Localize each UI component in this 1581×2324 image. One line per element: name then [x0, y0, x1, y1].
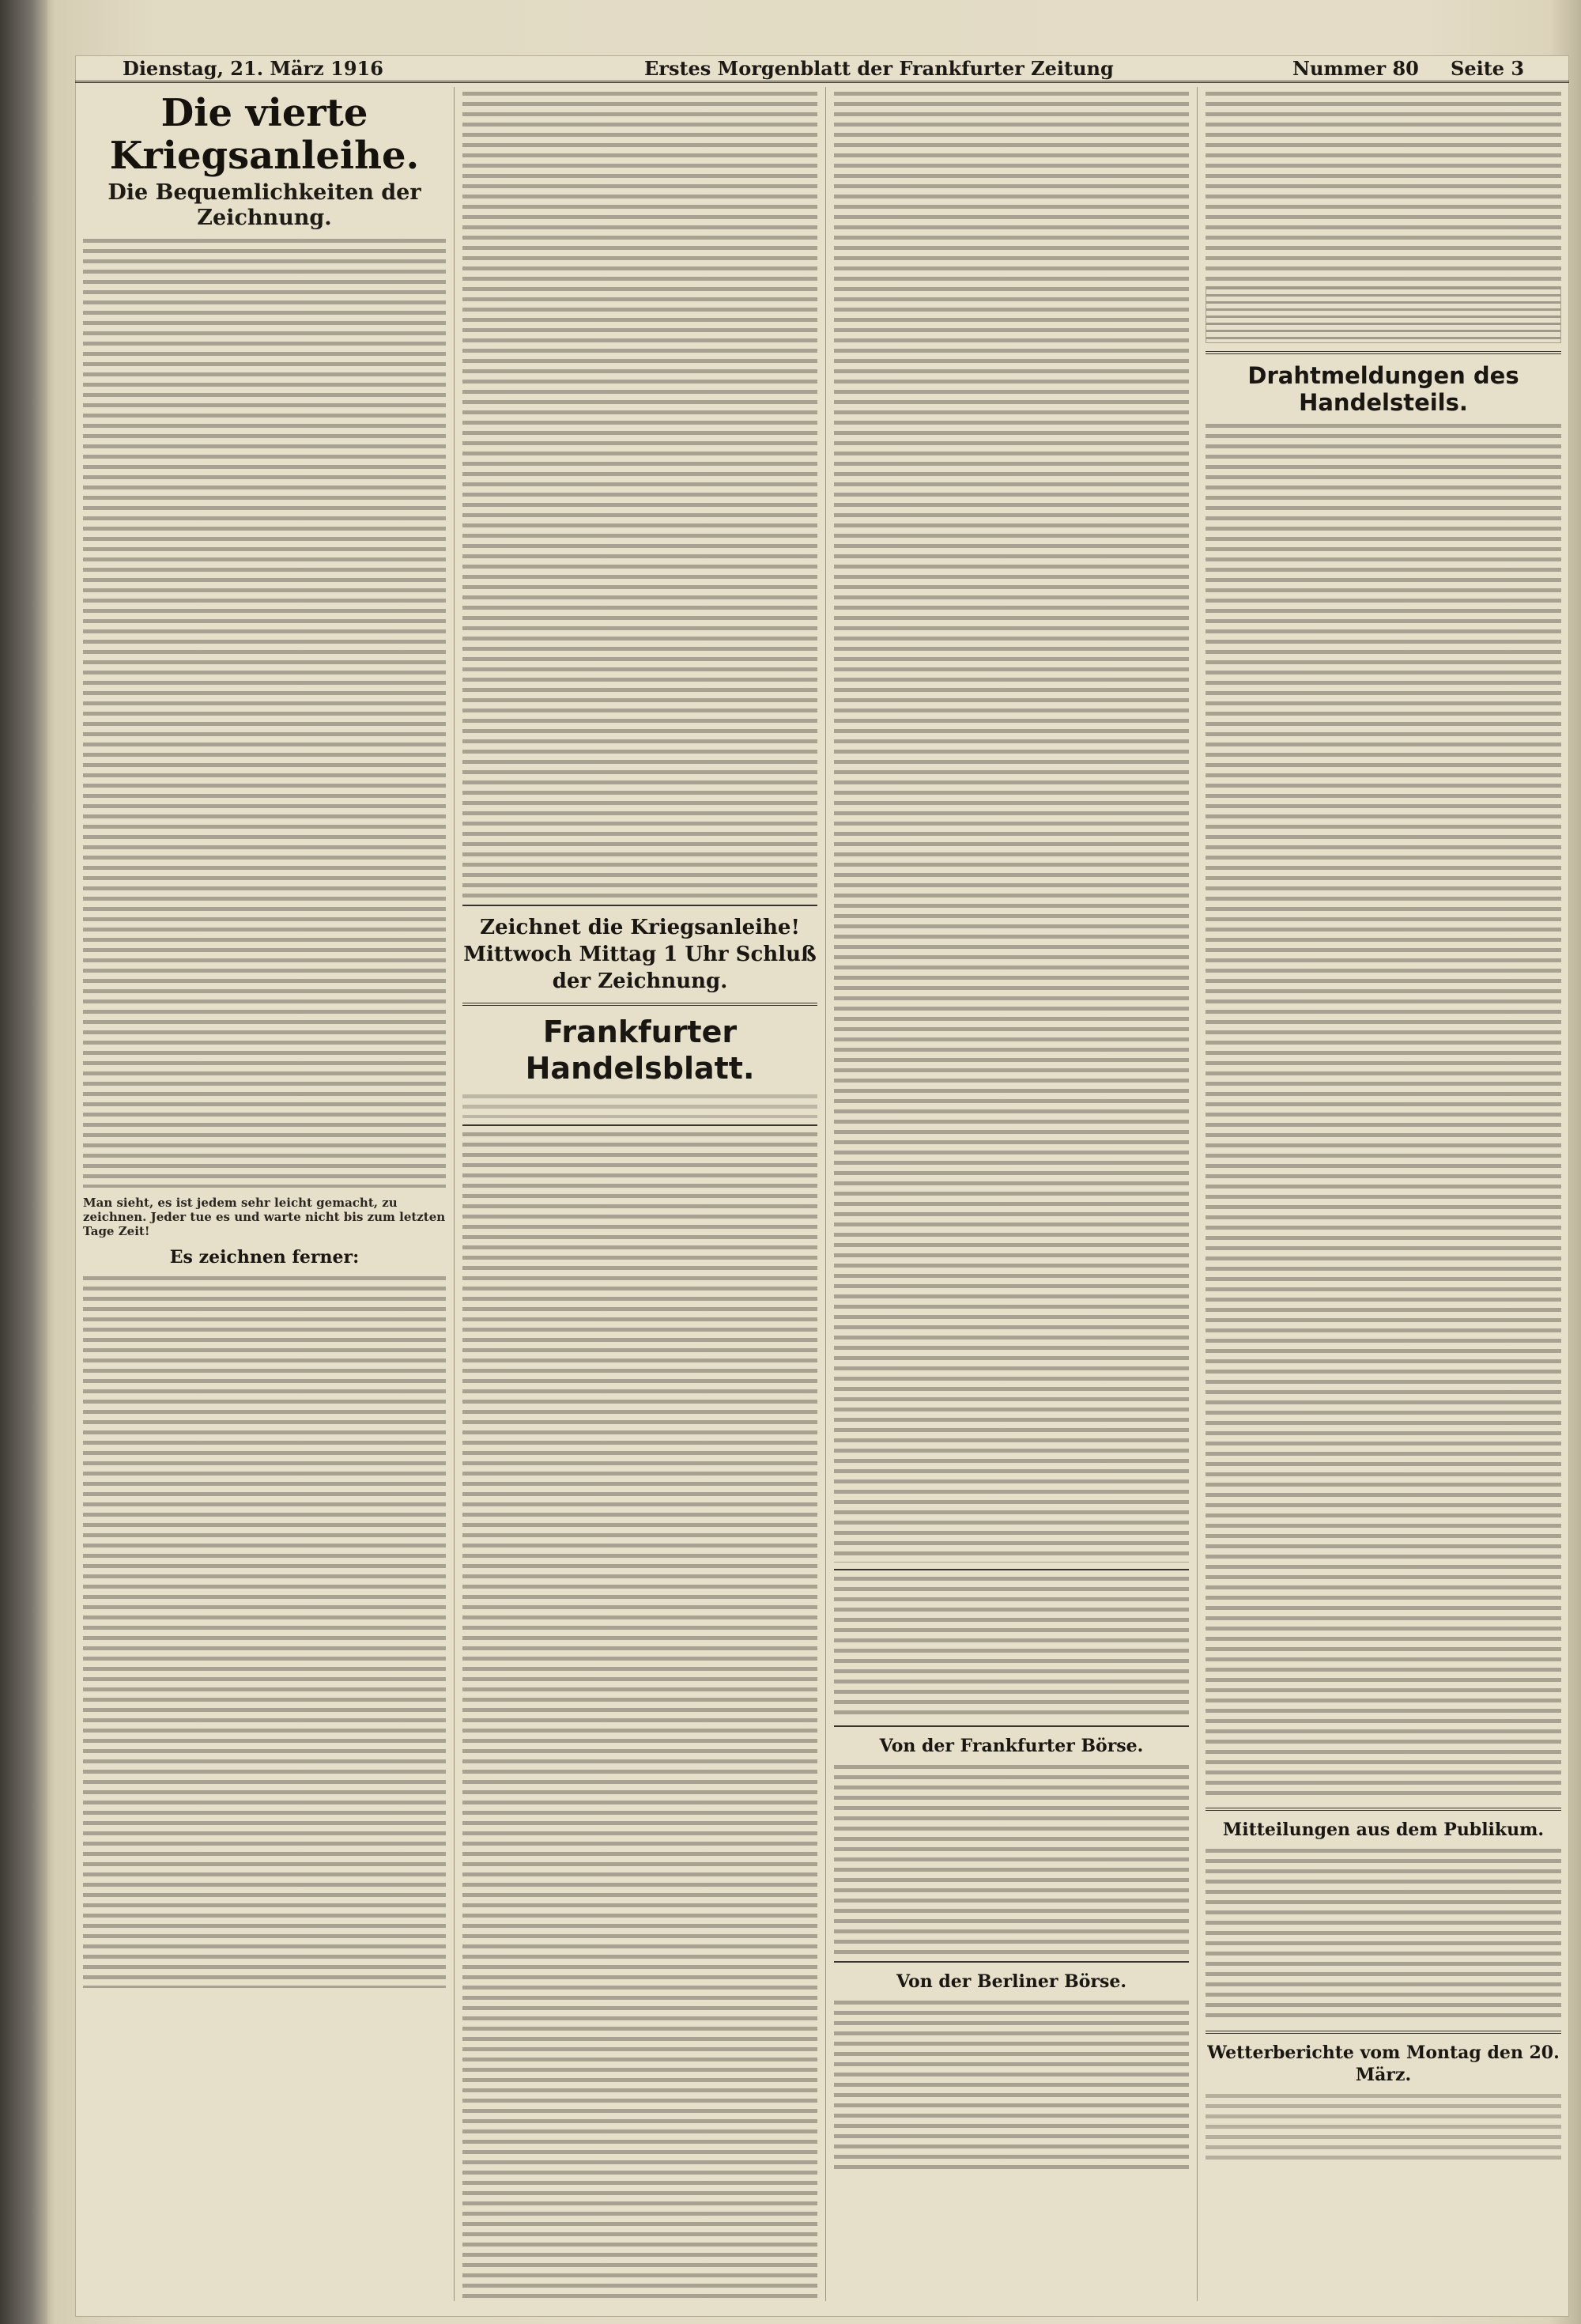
subscribers-heading: Es zeichnen ferner: [169, 1247, 360, 1268]
heading-frankfurter-boerse: Von der Frankfurter Börse. [879, 1736, 1144, 1756]
divider [834, 1725, 1189, 1727]
newspaper-page [75, 55, 1569, 2317]
mitteilungen-body [1206, 1849, 1561, 2023]
masthead [75, 55, 1569, 83]
heading-mitteilungen: Mitteilungen aus dem Publikum. [1222, 1820, 1545, 1840]
column-2 [455, 87, 826, 2301]
section-title-handelsblatt: Frankfurter Handelsblatt. [525, 1015, 755, 1086]
company-reports [834, 92, 1189, 1563]
subscribers-list-continued [462, 92, 817, 898]
divider [462, 905, 817, 906]
divider [834, 1961, 1189, 1963]
masthead-date: Dienstag, 21. März 1916 [123, 57, 383, 80]
notice-zeichnet: Zeichnet die Kriegsanleihe! Mittwoch Mittag 1 Uhr Schluß der Zeichnung. [463, 916, 817, 993]
book-binding-edge [0, 0, 47, 2324]
subscribers-list [83, 1276, 446, 1988]
section-note [462, 1094, 817, 1118]
masthead-issue-number: Nummer 80 [1292, 57, 1419, 80]
heading-wetterberichte: Wetterberichte vom Montag den 20. März. [1207, 2042, 1560, 2085]
auction-report [834, 1577, 1189, 1719]
masthead-page-number: Seite 3 [1451, 57, 1525, 80]
berliner-boerse-report [834, 2001, 1189, 2175]
exchange-rate-table [1206, 286, 1561, 343]
column-3 [826, 87, 1198, 2301]
wetterberichte-body [1206, 2094, 1561, 2165]
article-body-kriegsanleihe [83, 239, 446, 1188]
handelsblatt-articles [462, 1132, 817, 2301]
article-closing: Man sieht, es ist jedem sehr leicht gemacht, zu zeichnen. Jeder tue es und warte nicht bis zum letzten Tage Zeit! [83, 1196, 446, 1238]
frankfurter-boerse-report [834, 1765, 1189, 1955]
market-notes [1206, 92, 1561, 282]
heading-drahtmeldungen: Drahtmeldungen des Handelsteils. [1247, 362, 1519, 416]
drahtmeldungen-body [1206, 424, 1561, 1800]
column-4 [1198, 87, 1569, 2301]
subhead-bequemlichkeiten: Die Bequemlichkeiten der Zeichnung. [108, 180, 421, 230]
divider-double [1206, 2031, 1561, 2034]
masthead-paper-name: Erstes Morgenblatt der Frankfurter Zeitung [644, 57, 1114, 80]
divider-double [1206, 1808, 1561, 1811]
heading-berliner-boerse: Von der Berliner Börse. [896, 1971, 1127, 1992]
divider [462, 1124, 817, 1126]
divider [834, 1569, 1189, 1570]
column-1 [75, 87, 455, 2301]
divider-double [462, 1003, 817, 1006]
divider-double [1206, 351, 1561, 354]
headline-kriegsanleihe: Die vierte Kriegsanleihe. [109, 91, 420, 178]
